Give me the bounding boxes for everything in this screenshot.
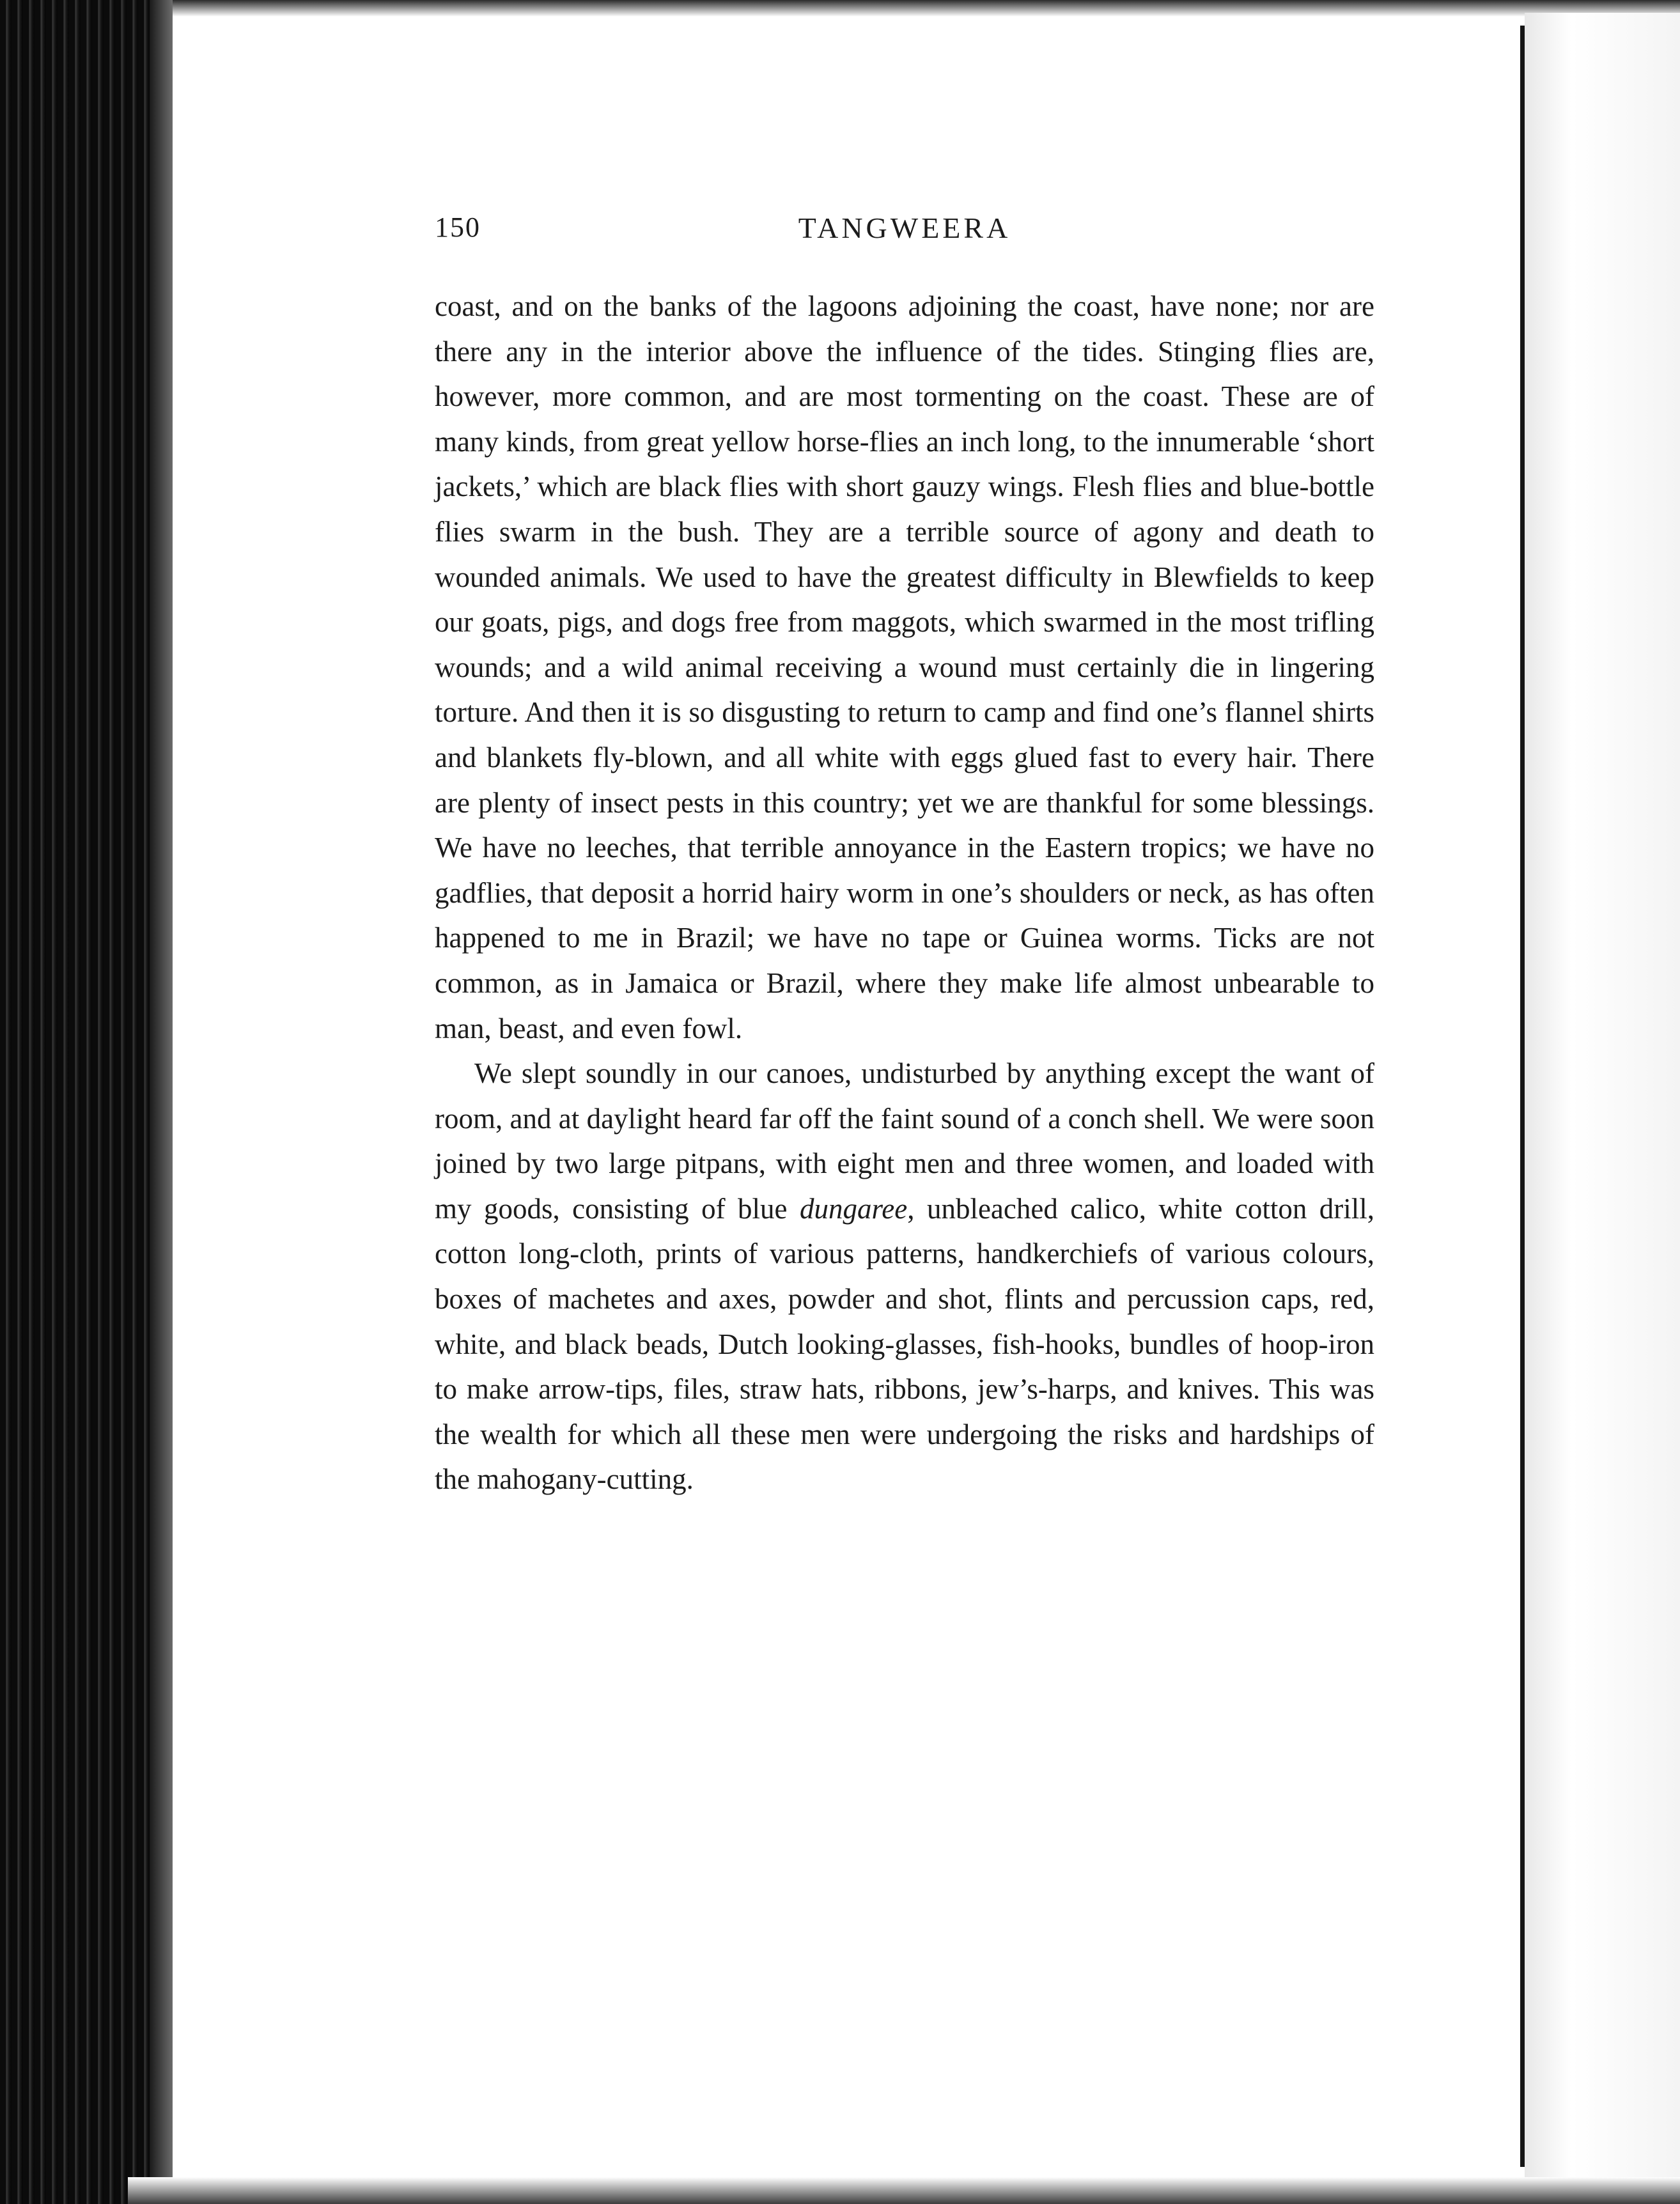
- page-number: 150: [435, 212, 481, 243]
- page-header: [435, 211, 1374, 256]
- facing-page: [1525, 13, 1680, 2186]
- page-top-shadow: [0, 0, 1680, 17]
- page-bottom-shadow: [128, 2177, 1680, 2204]
- paragraph-2-part-1: We slept soundly in our canoes, undisturbed by anything except the want of room, and at daylight heard far off the faint sound of a conch shell. We were soon joined by two large pitpans, with eight men and three women, and loaded with my goods, consisting of blue: [435, 1057, 1374, 1225]
- italic-word-dungaree: dungaree: [799, 1192, 908, 1225]
- running-head: TANGWEERA: [798, 212, 1011, 244]
- book-fore-edge: [0, 0, 173, 2204]
- page-gutter-line: [1520, 26, 1525, 2167]
- paragraph-2: [435, 1051, 1374, 1502]
- paragraph-2-part-2: , unbleached calico, white cotton drill, cotton long-cloth, prints of various patterns, handkerchiefs of various colours, boxes of machetes and axes, powder and shot, flints and percussion caps, red, white, and black beads, Dutch looking-glasses, fish-hooks, bundles of hoop-iron to make arrow-tips, files, straw hats, ribbons, jew’s-harps, and knives. This was the wealth for which all these men were undergoing the risks and hardships of the mahogany-cutting.: [435, 1192, 1375, 1496]
- body-text: [435, 284, 1374, 1502]
- paragraph-1: coast, and on the banks of the lagoons adjoining the coast, have none; nor are there any in the interior above the influence of the tides. Stinging flies are, however, more common, and are most tormenting on the coast. These are of many kinds, from great yellow horse-flies an inch long, to the innumerable ‘short jackets,’ which are black flies with short gauzy wings. Flesh flies and blue-bottle flies swarm in the bush. They are a terrible source of agony and death to wounded animals. We used to have the greatest difficulty in Blewfields to keep our goats, pigs, and dogs free from maggots, which swarmed in the most trifling wounds; and a wild animal receiving a wound must certainly die in lingering torture. And then it is so disgusting to return to camp and find one’s flannel shirts and blankets fly-blown, and all white with eggs glued fast to every hair. There are plenty of insect pests in this country; yet we are thankful for some blessings. We have no leeches, that terrible annoyance in the Eastern tropics; we have no gadflies, that deposit a horrid hairy worm in one’s shoulders or neck, as has often happened to me in Brazil; we have no tape or Guinea worms. Ticks are not common, as in Jamaica or Brazil, where they make life almost unbearable to man, beast, and even fowl.: [435, 290, 1374, 1044]
